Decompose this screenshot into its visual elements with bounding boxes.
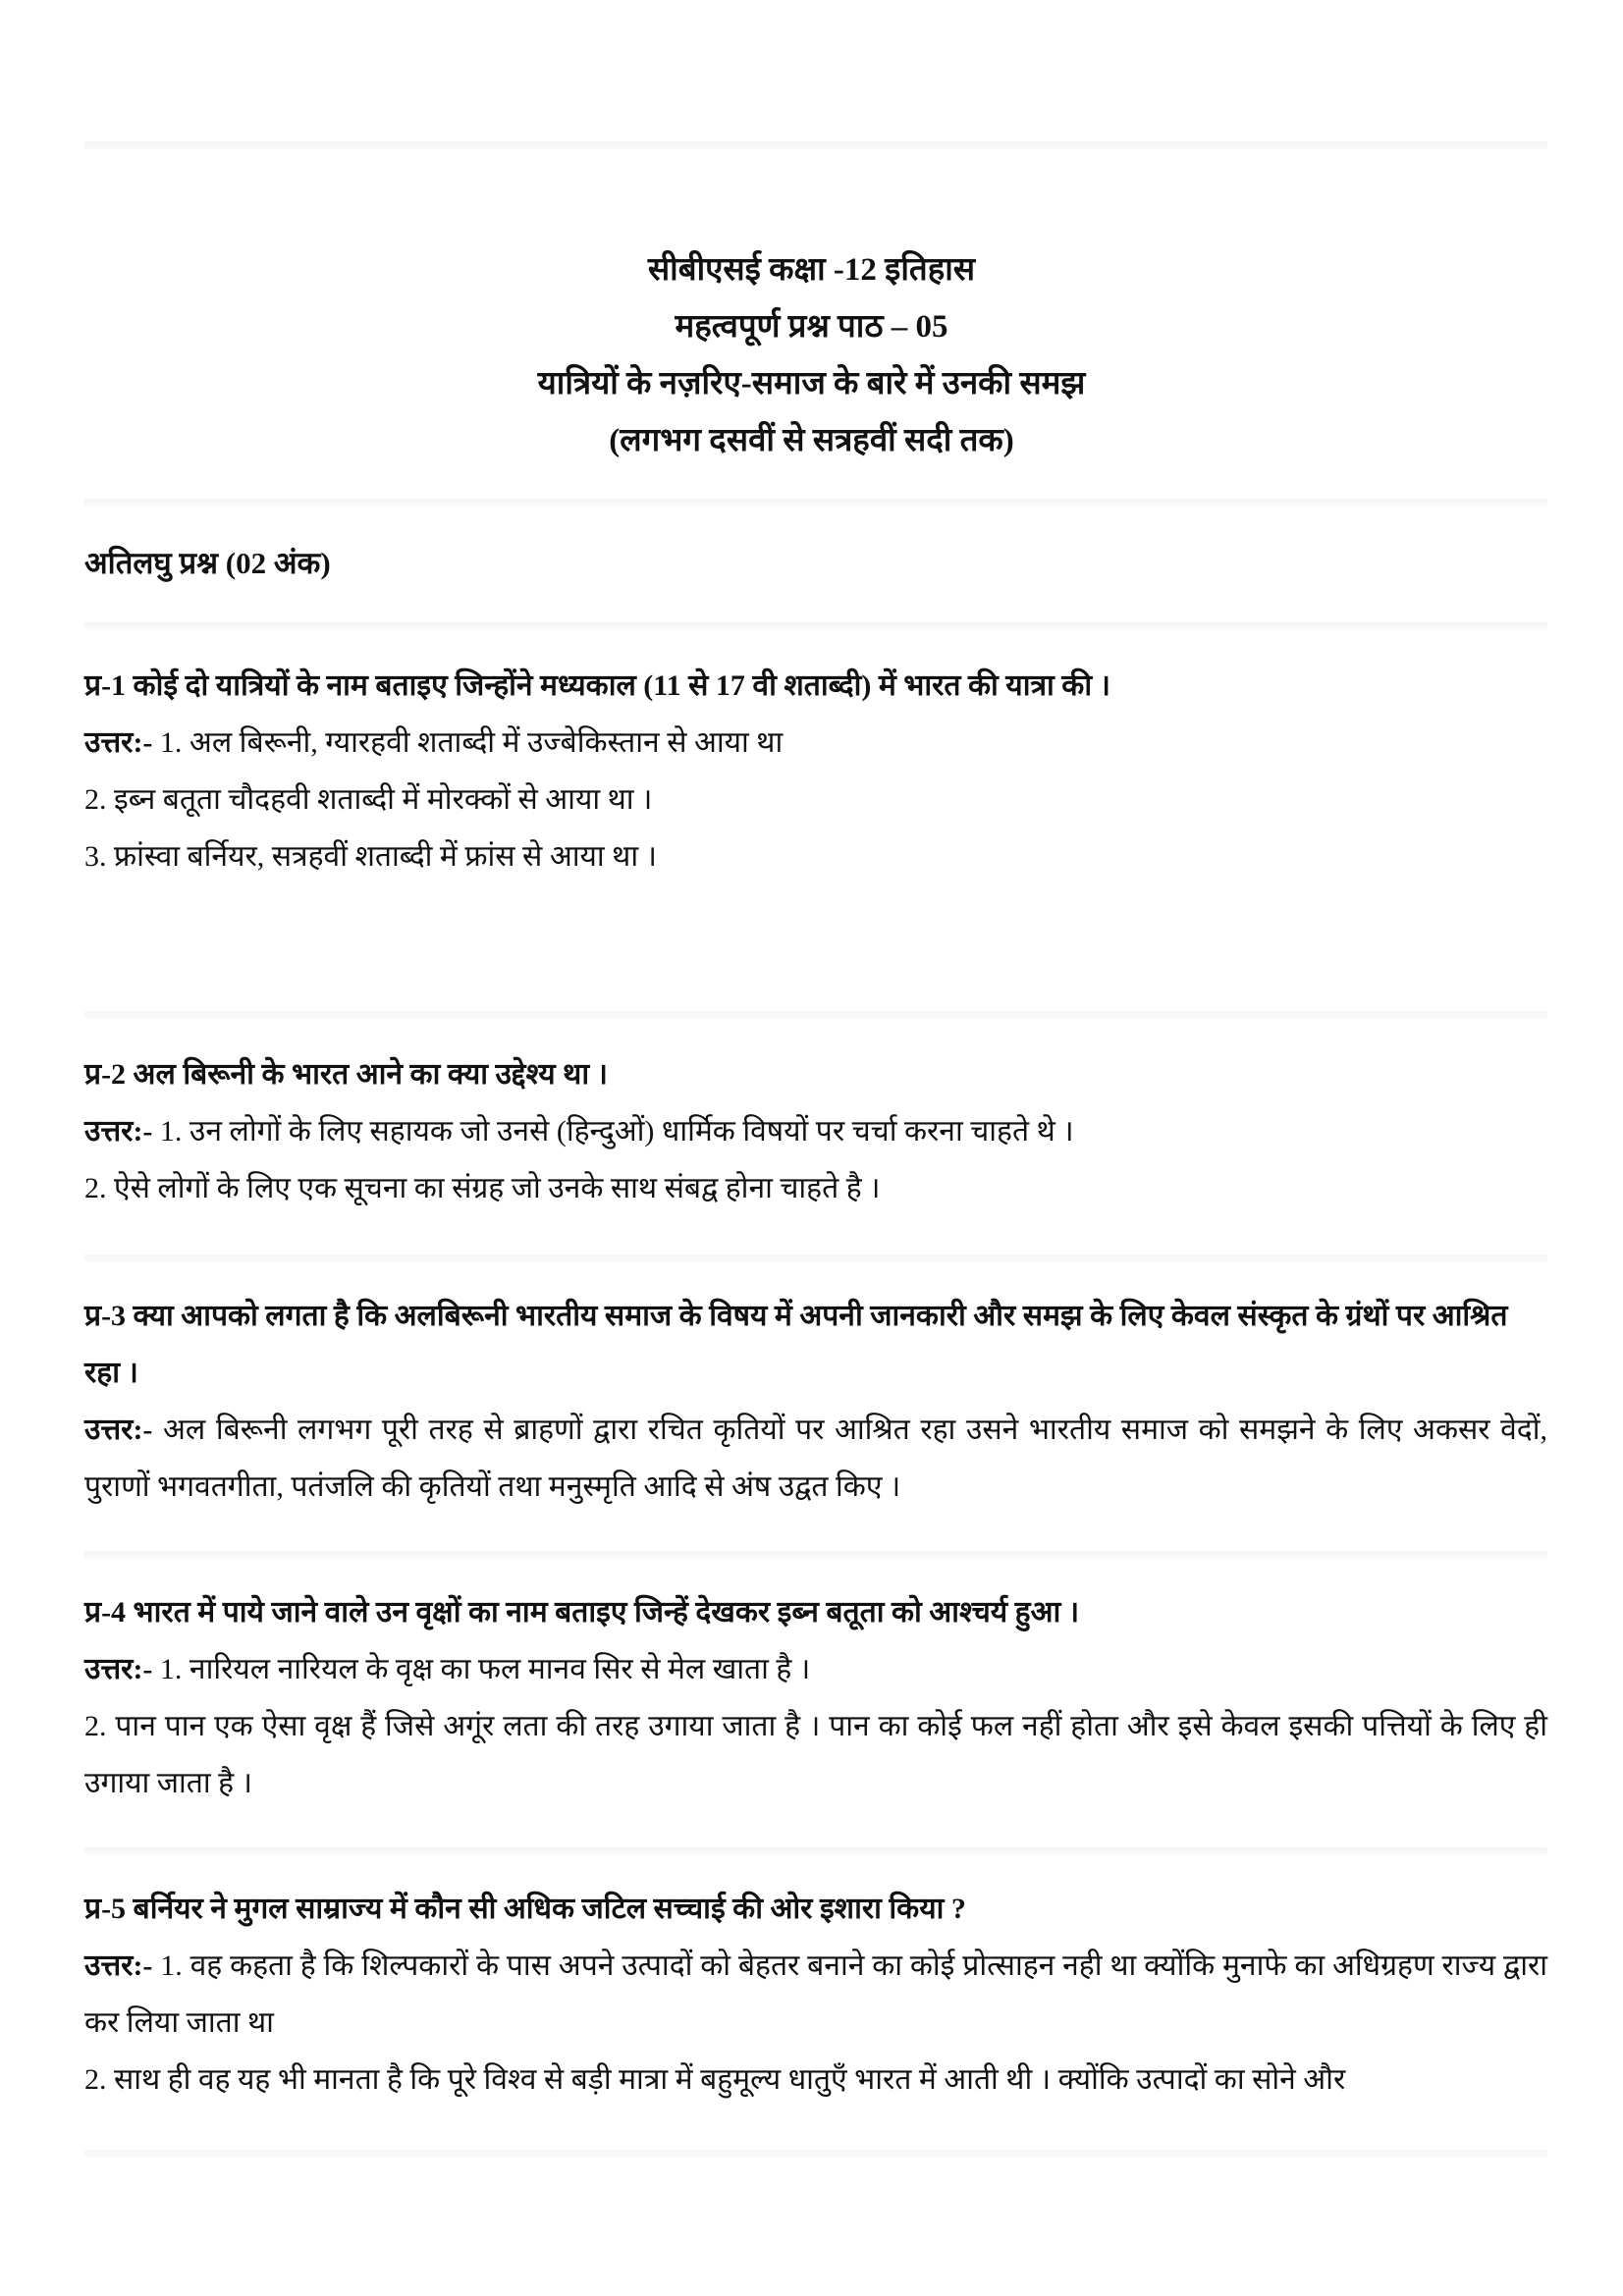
answer-label: उत्तर:- <box>84 1653 153 1685</box>
answer-5-line-1 <box>84 1938 1547 2052</box>
answer-text: अल बिरूनी लगभग पूरी तरह से ब्राहणों द्वारा रचित कृतियों पर आश्रित रहा उसने भारतीय समाज को समझने के लिए अकसर वेदों, पुराणों भगवतगीता, पतंजलि की कृतियों तथा मनुस्मृति आदि से अंष उद्वत किए । <box>84 1414 1547 1503</box>
question-4: प्र-4 भारत में पाये जाने वाले उन वृक्षों का नाम बताइए जिन्हें देखकर इब्न बतूता को आश्चर्य हुआ । <box>84 1596 1080 1629</box>
qa-block-1 <box>84 658 1547 885</box>
answer-2-line-1 <box>84 1103 1547 1160</box>
document-title <box>0 241 1623 469</box>
answer-label: उत्तर:- <box>84 1414 153 1446</box>
separator-after-q4 <box>84 1847 1547 1855</box>
question-1: प्र-1 कोई दो यात्रियों के नाम बताइए जिन्होंने मध्यकाल (11 से 17 वी शताब्दी) में भारत की यात्रा की । <box>84 669 1110 702</box>
question-5: प्र-5 बर्नियर ने मुगल साम्राज्य में कौन सी अधिक जटिल सच्चाई की ओर इशारा किया ? <box>84 1893 966 1925</box>
separator-top <box>84 141 1547 149</box>
answer-4-line-2: 2. पान पान एक ऐसा वृक्ष हैं जिसे अगूंर लता की तरह उगाया जाता है । पान का कोई फल नहीं होता और इसे केवल इसकी पत्तियों के लिए ही उगाया जाता है । <box>84 1710 1547 1799</box>
separator-bottom <box>84 2150 1547 2158</box>
question-2: प्र-2 अल बिरूनी के भारत आने का क्या उद्देश्य था । <box>84 1058 608 1091</box>
answer-4-line-1 <box>84 1641 1547 1698</box>
answer-2-line-2: 2. ऐसे लोगों के लिए एक सूचना का संग्रह जो उनके साथ संबद्व होना चाहते है । <box>84 1172 881 1204</box>
qa-block-5 <box>84 1881 1547 2109</box>
title-period: (लगभग दसवीं से सत्रहवीं सदी तक) <box>609 423 1014 458</box>
answer-text: 1. नारियल नारियल के वृक्ष का फल मानव सिर से मेल खाता है । <box>159 1653 811 1685</box>
answer-label: उत्तर:- <box>84 1949 153 1982</box>
qa-block-4 <box>84 1584 1547 1812</box>
separator-after-q1 <box>84 1011 1547 1019</box>
separator-after-q2 <box>84 1255 1547 1262</box>
title-chapter: यात्रियों के नज़रिए-समाज के बारे में उनकी समझ <box>537 366 1086 401</box>
answer-1-line-3: 3. फ्रांस्वा बर्नियर, सत्रहवीं शताब्दी में फ्रांस से आया था । <box>84 840 657 873</box>
title-board-class: सीबीएसई कक्षा -12 इतिहास <box>647 252 976 288</box>
separator-after-heading <box>84 622 1547 630</box>
separator-after-q3 <box>84 1551 1547 1559</box>
title-important-questions: महत्वपूर्ण प्रश्न पाठ – 05 <box>675 309 948 345</box>
qa-block-3 <box>84 1288 1547 1516</box>
answer-label: उत्तर:- <box>84 726 153 759</box>
answer-5-line-2: 2. साथ ही वह यह भी मानता है कि पूरे विश्व से बड़ी मात्रा में बहुमूल्य धातुएँ भारत में आती थी । क्योंकि उत्पादों का सोने और <box>84 2063 1346 2096</box>
question-3: प्र-3 क्या आपको लगता है कि अलबिरूनी भारतीय समाज के विषय में अपनी जानकारी और समझ के लिए केवल संस्कृत के ग्रंथों पर आश्रित रहा । <box>84 1300 1508 1389</box>
answer-text: 1. अल बिरूनी, ग्यारहवी शताब्दी में उज्बेकिस्तान से आया था <box>159 726 784 759</box>
answer-3-line-1 <box>84 1402 1547 1516</box>
answer-text: 1. उन लोगों के लिए सहायक जो उनसे (हिन्दुओं) धार्मिक विषयों पर चर्चा करना चाहते थे । <box>159 1115 1074 1148</box>
answer-label: उत्तर:- <box>84 1115 153 1148</box>
answer-text: 1. वह कहता है कि शिल्पकारों के पास अपने उत्पादों को बेहतर बनाने का कोई प्रोत्साहन नही था क्योंकि मुनाफे का अधिग्रहण राज्य द्वारा कर लिया जाता था <box>84 1949 1548 2039</box>
qa-block-2 <box>84 1046 1547 1217</box>
answer-1-line-2: 2. इब्न बतूता चौदहवी शताब्दी में मोरक्कों से आया था । <box>84 783 653 816</box>
section-heading: अतिलघु प्रश्न (02 अंक) <box>84 546 331 580</box>
separator-after-title <box>84 499 1547 507</box>
answer-1-line-1 <box>84 715 1547 772</box>
